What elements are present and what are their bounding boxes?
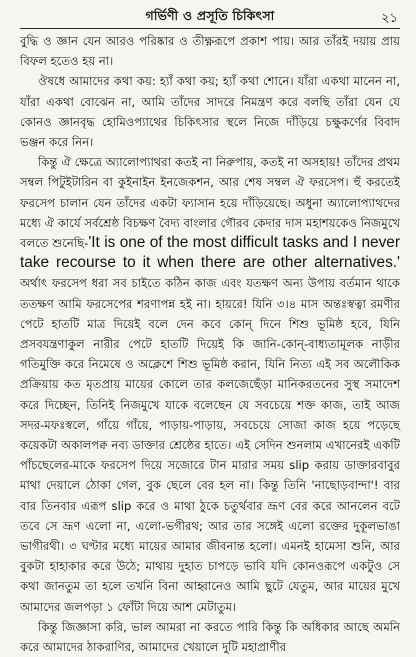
paragraph: কিন্তু জিজ্ঞাসা করি, ভাল আমরা না করতে পারি কিন্তু কি অধিকার আছে অমনি করে আমাদের ঠাকরাণির, আমাদের খেয়ালে দুটি মহাপ্রাণীর	[20, 619, 400, 655]
page-number: ২১	[381, 11, 398, 26]
page-header	[20, 8, 400, 29]
paragraph: বুদ্ধি ও জ্ঞান যেন আরও পরিষ্কার ও তীক্ষ্ণরূপে প্রকাশ পায়। আর তাঁরই দয়ায় প্রায় বিফল হতেও হয় না।	[20, 34, 400, 69]
paragraph	[20, 152, 400, 617]
paragraph-text: অর্থাৎ ফরসেপ ধরা সব চাইতে কঠিন কাজ এবং যতক্ষণ অন্য উপায় বর্তমান থাকে ততক্ষণ আমি ফরসেপের শরণাপন্ন হই না। হায়রে! যিনি ৩।৪ মাস অন্তঃস্বত্বা রমণীর পেটে হাতটি মাত্র দিয়েই বলে দেন কবে কোন্ দিনে শিশু ভূমিষ্ঠ হবে, যিনি প্রসবযন্ত্রণাকুল নারীর পেটে হাতটি দিয়েই কি জানি-কোন্-বাধ্যতামূলক নাড়ীর গতিমুক্তি করে নিমেষে ও অক্লেশে শিশু ভূমিষ্ঠ করান, যিনি নিত্য এই সব অলৌকিক প্রক্রিয়ায় কত মৃতপ্রায় মায়ের কোলে তার কলজেছেঁড়া মানিকরতনের সুস্থ সমাদেশ করে দিচ্ছেন, তিনিই নিজমুখে যাকে বলেছেন যে সবচেয়ে শক্ত কাজ, তাই আজ সদর-মফঃস্বলে, গাঁয়ে গাঁয়ে, পাড়ায়-পাড়ায়, সবচেয়ে সোজা কাজ হয়ে পড়েছে কয়েকটা অকালপক্ব নব্য ডাক্তার শ্রেষ্ঠের হাতে। এই সেদিন শুনলাম এখানেরই একটি পাঁচছেলের-মাকে ফরসেপ দিয়ে সজোরে টান মারার সময় slip করায় ডাক্তারবাবুর মাথা দেয়ালে ঠোকা গেল, বুক ছেলে বের হল না। কিন্তু তিনি 'নাছোড়বান্দা'! বার বার তিনবার এরূপ slip করে ও মাথা ঠুকে চতুর্থবার ভ্রূণ বের করে আনলেন বটে তবে সে ভ্রূণ এলো না, এলো-ভগীরথ; আর তার সঙ্গেই এলো রক্তের দুকূলভাঙা ভাগীরথী। ৩ ঘণ্টার মধ্যে মায়ের আমার জীবনান্ত হলো। এমনই হামেসা শুনি, আর বুকটা হাহাকার করে উঠে; মাথায় দুহাত চাপড়ে ভাবি যদি কোনওরূপে একটুও সে কথা জানতুম তা হলে তখনি বিনা আহ্বানেও আমি ছুটে যেতুম, আর মায়ের মুখে আমাদের জলপড়া ১ ফোঁটা দিয়ে আশ মেটাতুম।	[20, 276, 400, 614]
english-quotation: 'It is one of the most difficult tasks and I never take recourse to it when there are other alternatives.'	[20, 234, 400, 272]
running-title: গর্ভিণী ও প্রসূতি চিকিৎসা	[145, 8, 275, 23]
paragraph: ঔষধে আমাদের কথা কয়: হ্যাঁ কথা কয়; হ্যাঁ কথা শোনে। যাঁরা একথা মানেন না, যাঁরা একথা বোঝেন না, আমি তাঁদের সাদরে নিমন্ত্রণ করে বলছি তাঁরা যেন যে কোনও জ্ঞানবৃদ্ধ হোমিওপ্যাথের চিকিৎসার স্থলে নিজে দাঁড়িয়ে চক্ষুকর্ণের বিবাদ ভঞ্জন করে নিন।	[20, 74, 400, 150]
paragraph-text: কিন্তু ঐ ক্ষেত্রে অ্যালোপ্যাথরা কতই না নিরুপায়, কতই না অসহায়! তাঁদের প্রথম সম্বল পিটুইটারিন বা কুইনাইন ইনজেকশন, আর শেষ সম্বল ঐ ফরসেপ। হুঁ করতেই ফরসেপ চালান যেন তাঁদের একটা ফ্যাসান হয়ে দাঁড়িয়েছে। অধুনা অ্যালোপ্যাথদের মধ্যে ঐ কার্যে সর্বশ্রেষ্ঠ বিচক্ষণ বৈদ্য বাংলার গৌরব কেদার দাস মহাশয়কেও নিজমুখে বলতে শুনেছি-	[20, 155, 400, 251]
body-text	[20, 31, 400, 655]
